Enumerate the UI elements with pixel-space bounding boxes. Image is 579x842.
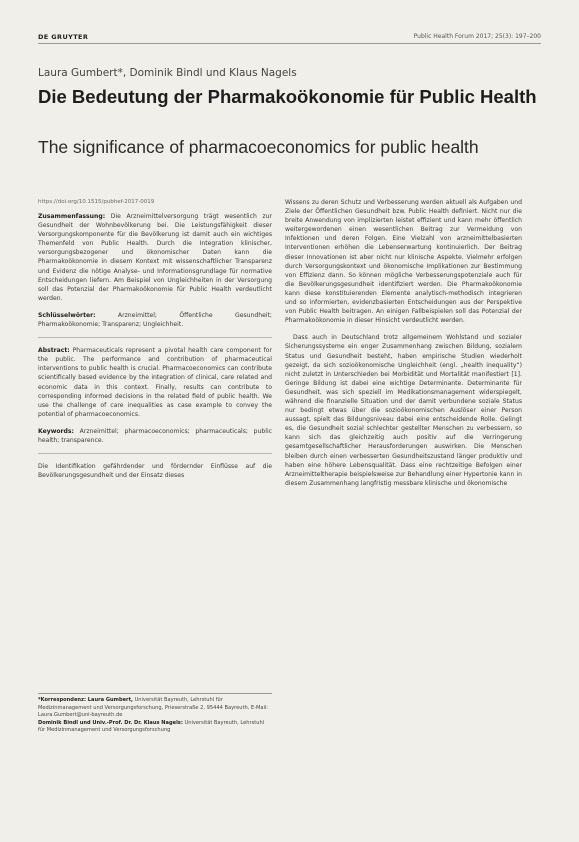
intro-paragraph-start: Die Identifikation gefährdender und fördernder Einflüsse auf die Bevölkerungsgesundheit und der Einsatz dieses — [38, 463, 272, 480]
publisher-name: DE GRUYTER — [38, 33, 89, 41]
abstract-german — [38, 212, 272, 303]
abstract-english — [38, 346, 272, 419]
section-divider — [38, 453, 272, 454]
corresponding-author — [38, 697, 272, 720]
corresponding-author-footnote — [38, 693, 272, 735]
article-title-german: Die Bedeutung der Pharmakoökonomie für Public Health — [38, 86, 537, 107]
keywords-german-label: Schlüsselwörter: — [38, 311, 96, 319]
abstract-english-label: Abstract: — [38, 347, 70, 355]
footnote-divider — [38, 693, 272, 694]
abstract-german-text: Die Arzneimittelversorgung trägt wesentlich zur Gesundheit der Wohnbevölkerung bei. Die Leistungsfähigkeit dieser Versorgungskomponente für die Bevölkerung ist damit auch ein wichtiges Themenfeld von Public Health. Durch die Integration klinischer, versorgungsbezogener und ökonomischer Daten kann die Pharmakoökonomie in diesem Kontext mit wissenschaftlicher Transparenz und Evidenz die nötige Analyse- und Informationsgrundlage für normative Entscheidungen liefern. Am Beispiel von Ungleichheiten in der Versorgung soll das Potenzial der Pharmakoökonomie für Public Health verdeutlicht werden. — [38, 213, 273, 302]
keywords-english — [38, 427, 272, 445]
author-list: Laura Gumbert*, Dominik Bindl und Klaus Nagels — [38, 67, 297, 79]
keywords-english-label: Keywords: — [38, 427, 74, 435]
header-divider — [38, 43, 541, 44]
coauthors-label: Dominik Bindl und Univ.-Prof. Dr. Dr. Klaus Nagels: — [38, 719, 183, 726]
right-column — [285, 198, 522, 488]
body-paragraph: Dass auch in Deutschland trotz allgemeinem Wohlstand und sozialer Sicherungssysteme ein enger Zusammenhang zwischen Bildung, sozialem Status und Gesundheit besteht, haben empirische Studien wiederholt gezeigt, da sich sozioökonomische Ungleichheit (engl. „health inequality“) nicht zuletzt in Unterschieden bei Morbidität und Mortalität manifestiert [1]. Geringe Bildung ist dabei eine wichtige Determinante. Determinante für Gesundheit, was sich speziell im Medikationsmanagement widerspiegelt, während die finanzielle Situation und der damit verbundene soziale Status nur bedingt etwas über die sozioökonomischen Auslöser einer Person aussagt, spielt das Bildungsniveau dabei eine entscheidende Rolle. Gelingt es, die Gesundheit sozial schlechter gestellter Menschen zu verbessern, so kann sich das gleichzeitig auch positiv auf die Verringerung gesamtgesellschaftlicher Herausforderungen auswirken. Die Menschen bleiben durch einen verbesserten Gesundheitszustand länger produktiv und haben eine höhere Lebensqualität. Dass eine rechtzeitige Befolgen einer Arzneimitteltherapie beispielsweise zur Behandlung einer Hypertonie kann in diesem Zusammenhang langfristig messbare klinische und ökonomische — [285, 334, 522, 487]
section-divider — [38, 337, 272, 338]
corresponding-author-text: Universität Bayreuth, Lehrstuhl für Medizinmanagement und Versorgungsforschung, Prieserstraße 2, 95444 Bayreuth, E-Mail: Laura.Gumbert@uni-bayreuth.de — [38, 697, 269, 719]
abstract-english-text: Pharmaceuticals represent a pivotal health care component for the public. The performance and contribution of pharmaceutical interventions to public health is crucial. Pharmacoeconomics can contribute scientifically based evidence by the integration of clinical, care related and economic data in this context. Finally, results can contribute to corresponding informed decisions in the related field of public health. We use the challenge of care inequalities as case example to convey the potential of pharmacoeconomics. — [38, 347, 272, 418]
keywords-german — [38, 311, 272, 329]
doi-link[interactable]: https://doi.org/10.1515/pubhef-2017-0019 — [38, 199, 155, 205]
abstract-german-label: Zusammenfassung: — [38, 213, 106, 220]
coauthors-text: Universität Bayreuth, Lehrstuhl für Medizinmanagement und Versorgungsforschung — [38, 719, 265, 734]
body-paragraph: Wissens zu deren Schutz und Verbesserung werden aktuell als Aufgaben und Ziele der Öffentlichen Gesundheit bzw. Public Health definiert. Nicht nur die breite Anwendung von implizierten leistet effizient und kann mehr öffentlich weitergewordenen einen wesentlichen Beitrag zur Vermeidung von Infektionen und deren Folgen. Eine Vielzahl von arzneimittelbasierten Interventionen erhöhen die Lebenserwartung kontinuierlich. Der Beitrag dieser Innovationen ist aber nicht nur klinische Aspekte. Vielmehr erfolgen durch Versorgungskontext und ökonomische Implikationen zur Bestimmung von Effizienz dann. So können mögliche Verbesserungspotenziale auch für die Bevölkerungsgesundheit identifiziert werden. Die Pharmakoökonomie kann diese konstituierenden Elemente analytisch-methodisch integrieren und so informierten, evidenzbasierten Entscheidungen aus der Perspektive von Public Health beitragen. An einigen Fallbeispielen soll das Potenzial der Pharmakoökonomie in dieser Hinsicht verdeutlicht werden. — [285, 199, 522, 325]
article-title-english: The significance of pharmacoeconomics for public health — [38, 137, 479, 157]
keywords-english-text: Arzneimittel; pharmacoeconomics; pharmaceuticals; public health; transparence. — [38, 427, 273, 444]
coauthors — [38, 720, 272, 735]
journal-reference: Public Health Forum 2017; 25(3): 197–200 — [413, 33, 541, 40]
corresponding-author-label: *Korrespondenz: Laura Gumbert, — [38, 697, 133, 703]
left-column — [38, 212, 272, 480]
keywords-german-text: Arzneimittel; Öffentliche Gesundheit; Pharmakoökonomie; Transparenz; Ungleichheit. — [38, 311, 272, 329]
